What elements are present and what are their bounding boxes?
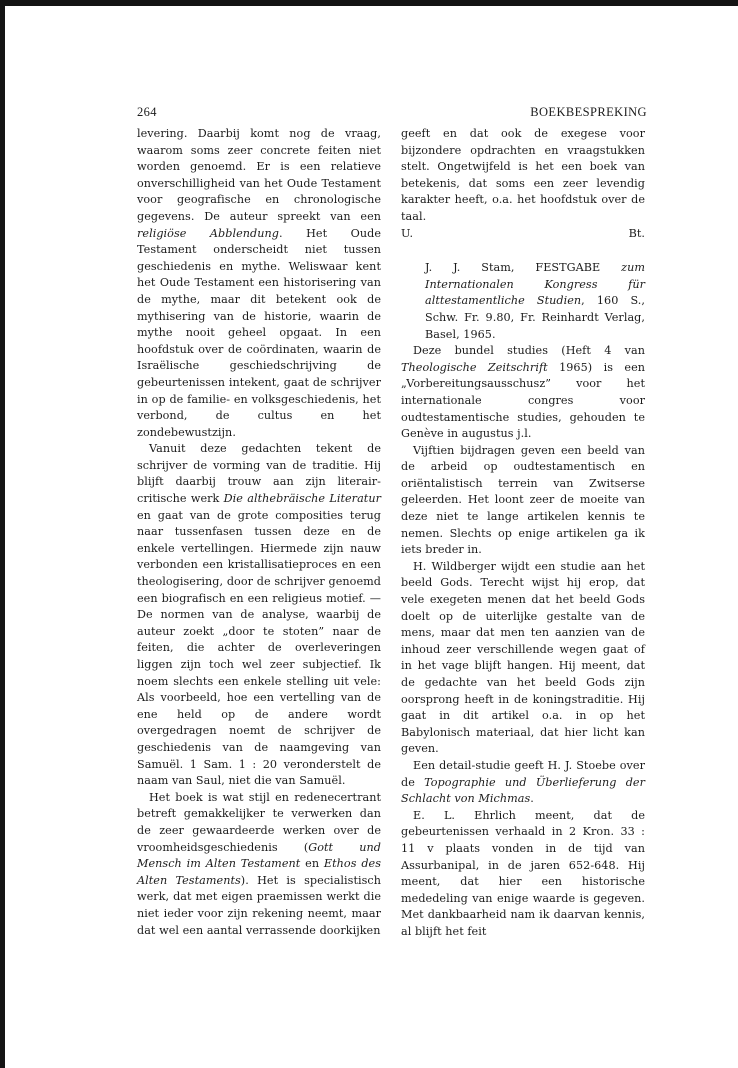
left-column (137, 126, 381, 939)
paragraph: geeft en dat ook de exegese voor bijzondere opdrachten en vraagstukken stelt. Ongetwijfeld is het een boek van betekenis, dat soms een zeer levendig karakter heeft, o.a. het hoofdstuk over de taal. (401, 127, 645, 223)
right-column (401, 126, 645, 941)
paragraph: Het boek is wat stijl en redenecertrant betreft gemakkelijker te verwerken dan de zeer gewaardeerde werken over de vroomheidsgeschiedenis (Gott und Mensch im Alten Testament en Ethos des Alten Testaments). Het is specialistisch werk, dat met eigen praemissen werkt die niet ieder voor zijn rekening neemt, maar dat wel een aantal verrassende doorkijken (137, 790, 382, 937)
book-title: Gott und Mensch im Alten Testament (137, 840, 381, 871)
article-title: Topographie und Überlieferung der Schlacht von Michmas (401, 775, 645, 806)
journal-title: Theologische Zeitschrift (401, 360, 548, 374)
paragraph: E. L. Ehrlich meent, dat de gebeurtenissen verhaald in 2 Kron. 33 : 11 v plaats vonden in de tijd van Assurbanipal, in de jaren 652-648. Hij meent, dat hier een historische mededeling van enige waarde is gegeven. Met dankbaarheid nam ik daarvan kennis, al blijft het feit (401, 808, 645, 938)
scan-left-border (0, 0, 5, 1068)
paragraph: Vanuit deze gedachten tekent de schrijver de vorming van de traditie. Hij blijft daarbij trouw aan zijn literair-critische werk Die althebräische Literatur en gaat van de grote composities terug naar tussenfasen tussen deze en de enkele vertellingen. Hiermede zijn nauw verbonden een kristallisatieproces en een theologisering, door de schrijver genoemd een biografisch en een religieus motief. — De normen van de analyse, waarbij de auteur zoekt „door te stoten” naar de feiten, die achter de overleveringen liggen zijn toch wel zeer subjectief. Ik noem slechts een enkele stelling uit vele: Als voorbeeld, hoe een vertelling van de ene held op de andere wordt overgedragen noemt de schrijver de geschiedenis van de naamgeving van Samuël. 1 Sam. 1 : 20 veronderstelt de naam van Saul, niet die van Samuël. (137, 442, 381, 788)
page-number: 264 (137, 105, 157, 119)
review-heading: J. J. Stam, FESTGABE zum Internationalen Kongress für alttestamentliche Studien, 160 S., Schw. Fr. 9.80, Fr. Reinhardt Verlag, Basel, 1965. (425, 261, 645, 341)
signature-left: U. (401, 226, 414, 240)
running-title: BOEKBESPREKING (530, 105, 647, 119)
paragraph: levering. Daarbij komt nog de vraag, waarom soms zeer concrete feiten niet worden genoemd. Er is een relatieve onverschilligheid van het Oude Testament voor geografische en chronologische gegevens. De auteur spreekt van een religiöse Abblendung. Het Oude Testament onderscheidt niet tussen geschiedenis en mythe. Weliswaar kent het Oude Testament een historisering van de mythe, maar dit betekent ook de mythisering van de historie, waarin de mythe nooit geheel opgaat. In een hoofdstuk over de coördinaten, waarin de Israëlische geschiedschrijving de gebeurtenissen intekent, gaat de schrijver in op de familie- en volksgeschiedenis, het verbond, de cultus en het zondebewustzijn. (137, 127, 382, 439)
signature-right: Bt. (628, 226, 645, 240)
book-title: Die althebräische Literatur (223, 492, 381, 506)
paragraph: Vijftien bijdragen geven een beeld van de arbeid op oudtestamentisch en oriëntalistisch terrein van Zwitserse geleerden. Het loont zeer de moeite van deze niet te lange artikelen kennis te nemen. Slechts op enige artikelen ga ik iets breder in. (401, 443, 645, 557)
emphasis: religiöse Abblendung (137, 226, 279, 240)
scan-top-border (0, 0, 738, 6)
book-title: Ethos des Alten Testaments (137, 857, 382, 887)
book-title: zum Internationalen Kongress für alttestamentliche Studien (425, 261, 645, 308)
paragraph: Deze bundel studies (Heft 4 van Theologische Zeitschrift 1965) is een „Vorbereitungsausschusz” voor het internationale congres voor oudtestamentische studies, gehouden te Genève in augustus j.l. (401, 344, 645, 441)
review-signature (401, 226, 645, 243)
paragraph: Een detail-studie geeft H. J. Stoebe over de Topographie und Überlieferung der Schlacht von Michmas. (401, 758, 645, 806)
paragraph: H. Wildberger wijdt een studie aan het beeld Gods. Terecht wijst hij erop, dat vele exegeten menen dat het beeld Gods doelt op de uiterlijke gestalte van de mens, maar dat men ten aanzien van de inhoud zeer verschillende wegen gaat of in het vage blijft hangen. Hij meent, dat de gedachte van het beeld Gods zijn oorsprong heeft in de koningstraditie. Hij gaat in dit artikel o.a. in op het Babylonisch materiaal, dat hier licht kan geven. (401, 559, 645, 756)
page-header (137, 104, 647, 120)
